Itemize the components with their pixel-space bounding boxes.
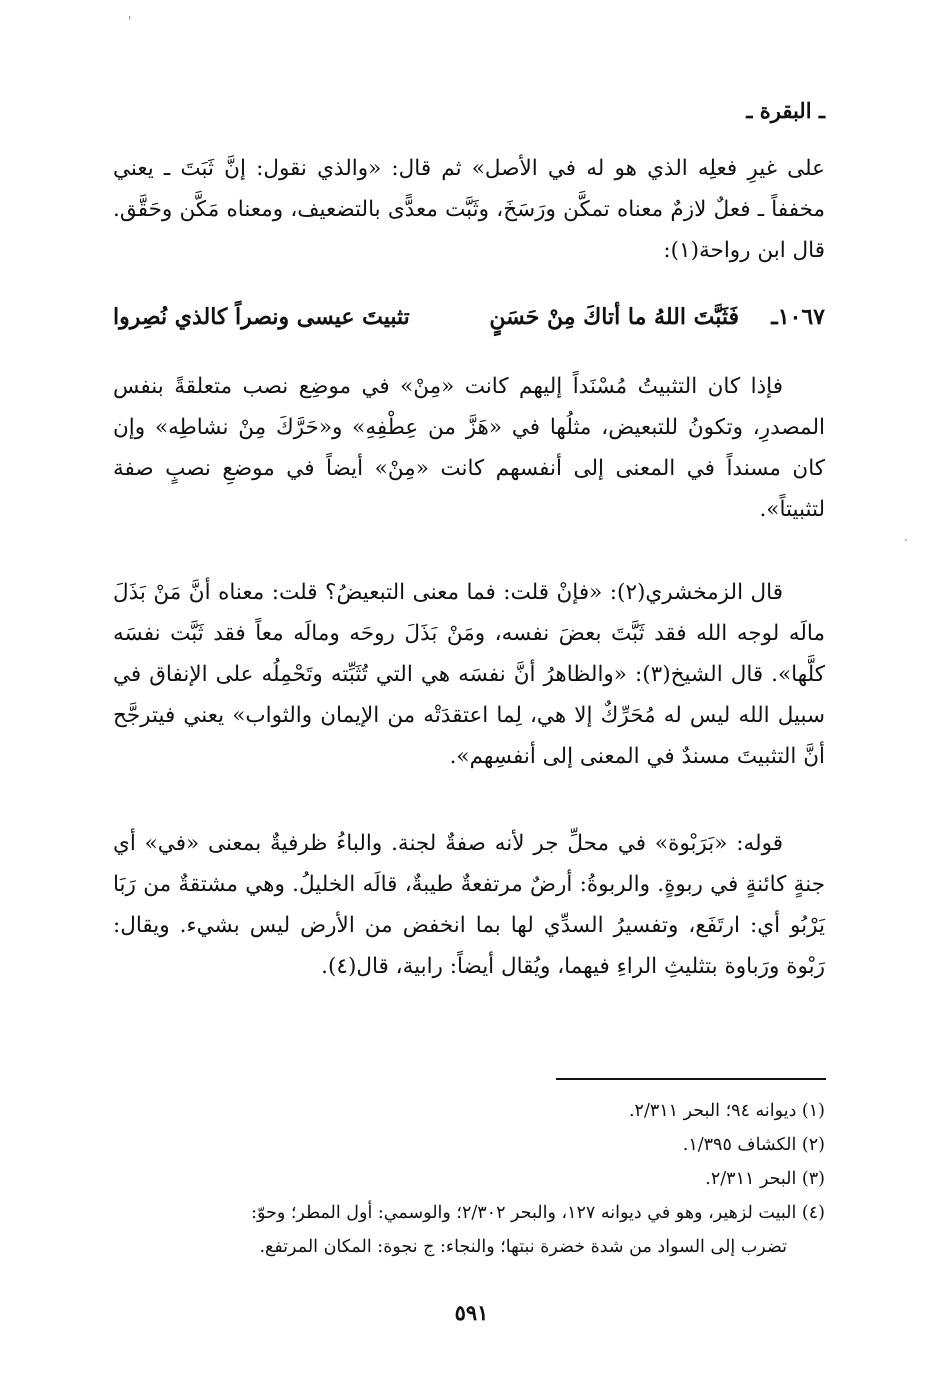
- footnotes: [113, 1094, 825, 1264]
- footnote-3: (٣) البحر ٢/٣١١.: [705, 1169, 825, 1189]
- verse-hemistich-2: تثبيتَ عيسى ونصراً كالذي نُصِروا: [113, 304, 410, 330]
- poetry-verse: [113, 304, 825, 348]
- footnote-divider: [556, 1078, 826, 1080]
- scan-mark: .: [904, 530, 908, 544]
- verse-hemistich-1: فَثَبَّتَ اللهُ ما أتاكَ مِنْ حَسَنٍ: [489, 304, 739, 330]
- footnote-2: (٢) الكشاف ١/٣٩٥.: [682, 1135, 825, 1155]
- footnote-4: (٤) البيت لزهير، وهو في ديوانه ١٢٧، والبحر ٢/٣٠٢؛ والوسمي: أول المطر؛ وحوّ:: [251, 1203, 825, 1223]
- paragraph-1: على غيرِ فعلِه الذي هو له في الأصل» ثم قال: «والذي نقول: إنَّ ثَبَتَ ـ يعني مخففاً ـ فعلٌ لازمٌ معناه تمكَّن ورَسَخَ، وثَبَّت معدًّى بالتضعيف، ومعناه مَكَّن وحَقَّق. قال ابن رواحة(١):: [113, 156, 825, 263]
- paragraph-4: قوله: «بَرَبْوة» في محلِّ جر لأنه صفةٌ لجنة. والباءُ ظرفيةٌ بمعنى «في» أي جنةٍ كائنةٍ في ربوةٍ. والربوةُ: أرضٌ مرتفعةٌ طيبةٌ، قالَه الخليلُ. وهي مشتقةٌ من رَبَا يَرْبُو أي: ارتَفَع، وتفسيرُ السدِّي لها بما انخفض من الأرض ليس بشيء. ويقال: رَبْوة ورَباوة بتثليثِ الراءِ فيهما، ويُقال أيضاً: رابية، قال(٤).: [113, 831, 825, 979]
- paragraph-2: فإذا كان التثبيتُ مُسْنَداً إليهم كانت «مِنْ» في موضِع نصب متعلقةً بنفس المصدرِ، وتكونُ للتبعيض، مثلُها في «هَزَّ من عِطْفِهِ» و«حَرَّكَ مِنْ نشاطِه» وإن كان مسنداً في المعنى إلى أنفسهم كانت «مِنْ» أيضاً في موضعِ نصبٍ صفة لتثبيتاً».: [113, 374, 825, 522]
- page-number: ٥٩١: [454, 1300, 489, 1325]
- footnote-1: (١) ديوانه ٩٤؛ البحر ٢/٣١١.: [628, 1101, 825, 1121]
- scan-mark: ': [128, 14, 132, 28]
- paragraph-3: قال الزمخشري(٢): «فإنْ قلت: فما معنى التبعيضُ؟ قلت: معناه أنَّ مَنْ بَذَلَ مالَه لوجه الله فقد ثَبَّتَ بعضَ نفسه، ومَنْ بَذَلَ روحَه ومالَه معاً فقد ثَبَّت نفسَه كلَّها». قال الشيخ(٣): «والظاهرُ أنَّ نفسَه هي التي تُثَبِّته وتَحْمِلُه على الإنفاق في سبيل الله ليس له مُحَرِّكٌ إلا هي، لِما اعتقدَتْه من الإيمان والثواب» يعني فيترجَّح أنَّ التثبيتَ مسندٌ في المعنى إلى أنفسِهم».: [113, 580, 825, 769]
- footnote-4-continuation: تضرب إلى السواد من شدة خضرة نبتها؛ والنجاء: ج نجوة: المكان المرتفع.: [259, 1237, 787, 1257]
- running-header: ـ البقرة ـ: [746, 98, 825, 123]
- verse-number: ١٠٦٧ـ: [771, 304, 825, 330]
